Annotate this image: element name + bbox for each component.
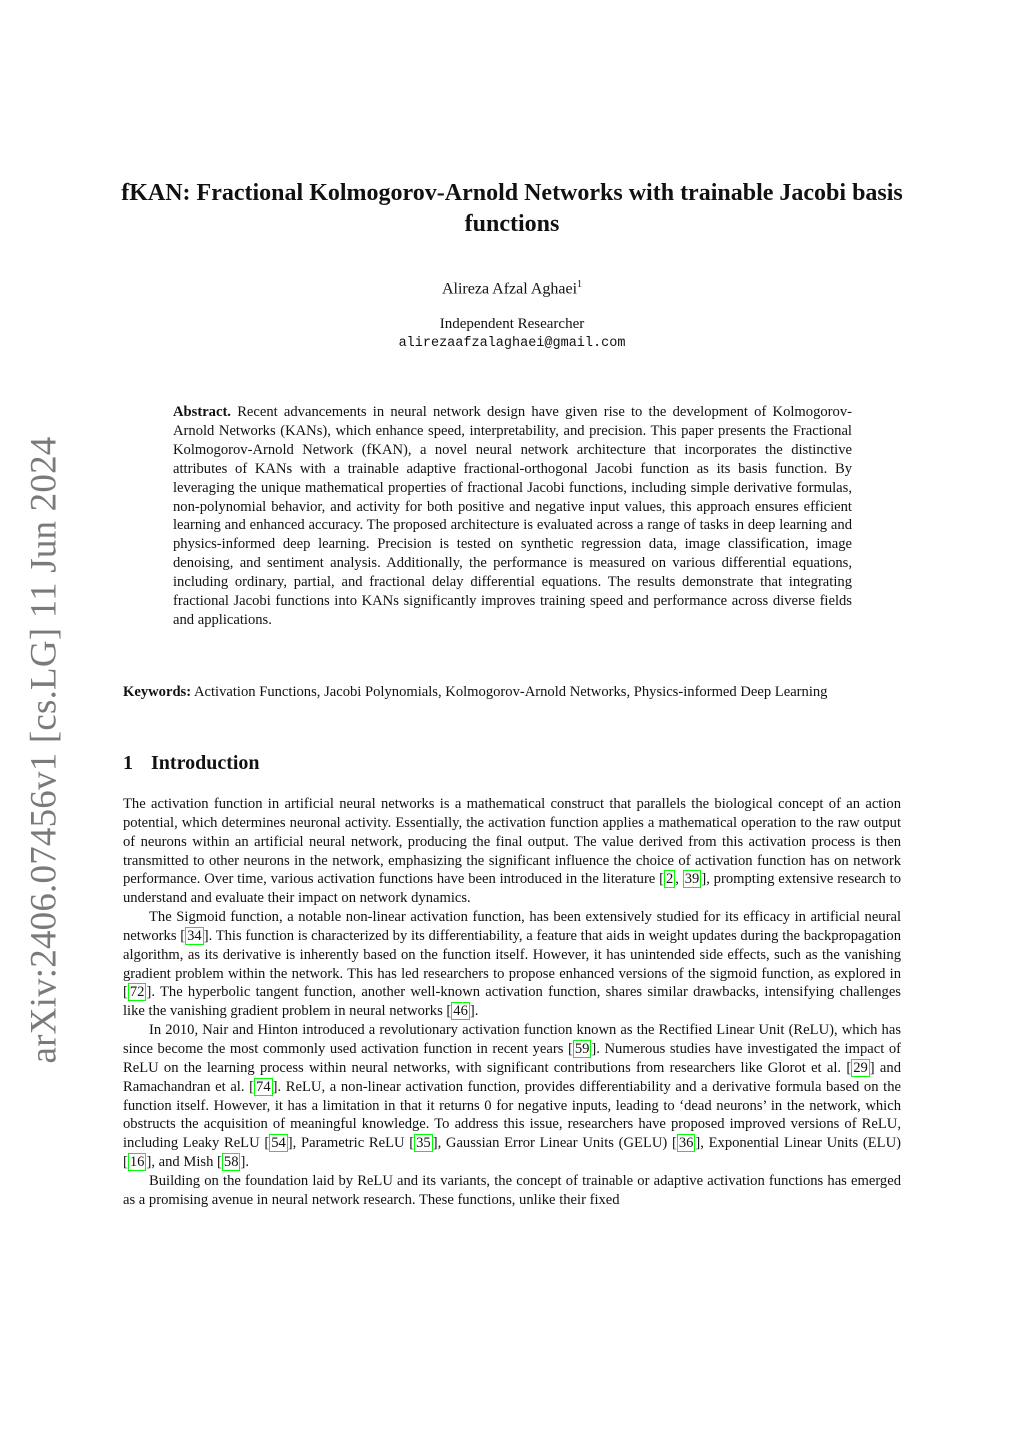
citation-link[interactable]: 16 (129, 1154, 145, 1171)
author-email[interactable]: alirezaafzalaghaei@gmail.com (398, 336, 626, 351)
citation-separator: , (675, 871, 683, 888)
paragraph-text: The Sigmoid function, a notable non-linear activation function, has been extensively studied for its efficacy in artificial neural networks (123, 909, 901, 944)
paragraph-text: . (245, 1154, 250, 1171)
paragraph-1: The activation function in artificial neural networks is a mathematical construct that parallels the biological concept of an action potential, which determines neuronal activity. Essentially, the activation function applies a mathematical operation to the raw output of neurons within an artificial neural network, producing the final output. The value derived from this activation process is then transmitted to other neurons in the network, emphasizing the significant influence the choice of activation function has on network performance. Over time, various activation functions have been introduced in the literature [ 2 , 39 ], prompting extensive research to understand and evaluate their impact on network dynamics. (123, 796, 902, 907)
section-number: 1 (123, 752, 133, 774)
paragraph-text: , and Mish (151, 1154, 218, 1171)
affiliation-mark: 1 (577, 279, 583, 290)
paragraph-text: . Numerous studies have investigated the impact of ReLU on the learning process within neural networks, with significant contributions from researchers like Glorot et al. (123, 1040, 901, 1076)
citation-link[interactable]: 2 (665, 871, 674, 888)
paragraph-text: The activation function in artificial neural networks is a mathematical construct that parallels the biological concept of an action potential, which determines neuronal activity. Essentially, the activation function applies a mathematical operation to the raw output of neurons within an artificial neural network, producing the final output. The value derived from this activation process is then transmitted to other neurons in the network, emphasizing the significant influence the choice of activation function has on network performance. Over time, various activation functions have been introduced in the literature (123, 796, 901, 888)
arxiv-identifier-stamp: arXiv:2406.07456v1 [cs.LG] 11 Jun 2024 (23, 436, 65, 1064)
paper-title: fKAN: Fractional Kolmogorov-Arnold Networks with trainable Jacobi basis functions (121, 180, 903, 237)
citation-link[interactable]: 54 (271, 1135, 286, 1152)
paragraph-text: . ReLU, a non-linear activation function, provides differentiability and a derivative formula based on the function itself. However, it has a limitation in that it returns 0 for negative inputs, leading to ‘dead neurons’ in the network, which obstructs the acquisition of meaningful knowledge. To address this issue, researchers have proposed improved versions of ReLU, including Leaky ReLU (123, 1078, 901, 1152)
paragraph-text: and Ramachandran et al. (123, 1059, 901, 1095)
citation-link[interactable]: 29 (853, 1059, 868, 1076)
keywords-label: Keywords: (123, 684, 192, 700)
citation-link[interactable]: 39 (684, 871, 700, 888)
paragraph-text: . (474, 1003, 479, 1020)
paragraph-text: , Exponential Linear Units (ELU) (700, 1135, 901, 1152)
author-name: Alireza Afzal Aghaei (441, 280, 578, 298)
citation-link[interactable]: 36 (678, 1135, 694, 1152)
paragraph-text: , prompting extensive research to understand and evaluate their impact on network dynamics. (123, 871, 902, 907)
citation-link[interactable]: 74 (256, 1078, 271, 1095)
citation-link[interactable]: 34 (187, 927, 202, 944)
introduction-body (123, 795, 901, 1210)
citation-link[interactable]: 72 (129, 984, 145, 1001)
abstract (173, 403, 852, 630)
paragraph-text: , Gaussian Error Linear Units (GELU) (437, 1135, 672, 1152)
author-affiliation: Independent Researcher (439, 316, 585, 332)
keywords (123, 683, 901, 702)
section-title: Introduction (151, 752, 260, 774)
paragraph-2: The Sigmoid function, a notable non-linear activation function, has been extensively studied for its efficacy in artificial neural networks [ 34 ]. This function is characterized by its differentiability, a feature that aids in weight updates during the backpropagation algorithm, as its derivative is inherently based on the function itself. However, it has unintended side effects, such as the vanishing gradient problem within the network. This has led researchers to propose enhanced versions of the sigmoid function, as explored in [ 72 ]. The hyperbolic tangent function, another well-known activation function, shares similar drawbacks, intensifying challenges like the vanishing gradient problem in neural networks [ 46 ]. (123, 909, 901, 1020)
citation-link[interactable]: 46 (453, 1003, 468, 1020)
paragraph-text: , Parametric ReLU (292, 1135, 410, 1152)
author-line (100, 279, 924, 298)
paragraph-text: In 2010, Nair and Hinton introduced a revolutionary activation function known as the Rectified Linear Unit (ReLU), which has since become the most commonly used activation function in recent years (123, 1022, 901, 1057)
section-heading (123, 752, 260, 775)
keywords-text: Activation Functions, Jacobi Polynomials, Kolmogorov-Arnold Networks, Physics-informed Deep Learning (193, 684, 828, 700)
abstract-label: Abstract. (173, 404, 231, 420)
paragraph-4 (123, 1172, 901, 1210)
paragraph-text: . This function is characterized by its differentiability, a feature that aids in weight updates during the backpropagation algorithm, as its derivative is inherently based on the function itself. However, it has unintended side effects, such as the vanishing gradient problem within the network. This has led researchers to propose enhanced versions of the sigmoid function, as explored in (123, 927, 901, 982)
abstract-text: Recent advancements in neural network design have given rise to the development of Kolmogorov-Arnold Networks (KANs), which enhance speed, interpretability, and precision. This paper presents the Fractional Kolmogorov-Arnold Network (fKAN), a novel neural network architecture that incorporates the distinctive attributes of KANs with a trainable adaptive fractional-orthogonal Jacobi function as its basis function. By leveraging the unique mathematical properties of fractional Jacobi functions, including simple derivative formulas, non-polynomial behavior, and activity for both positive and negative input values, this approach ensures efficient learning and enhanced accuracy. The proposed architecture is evaluated across a range of tasks in deep learning and physics-informed deep learning. Precision is tested on synthetic regression data, image classification, image denoising, and sentiment analysis. Additionally, the performance is measured on various differential equations, including ordinary, partial, and fractional delay differential equations. The results demonstrate that integrating fractional Jacobi functions into KANs significantly improves training speed and performance across diverse fields and applications. (173, 404, 852, 628)
paragraph-text: . The hyperbolic tangent function, another well-known activation function, shares similar drawbacks, intensifying challenges like the vanishing gradient problem in neural networks (123, 984, 901, 1020)
paragraph-text: Building on the foundation laid by ReLU and its variants, the concept of trainable or adaptive activation functions has emerged as a promising avenue in neural network research. These functions, unlike their fixed (123, 1172, 901, 1208)
citation-link[interactable]: 35 (416, 1135, 431, 1152)
citation-link[interactable]: 59 (574, 1040, 590, 1057)
paragraph-3: In 2010, Nair and Hinton introduced a revolutionary activation function known as the Rectified Linear Unit (ReLU), which has since become the most commonly used activation function in recent years [ 59 ]. Numerous studies have investigated the impact of ReLU on the learning process within neural networks, with significant contributions from researchers like Glorot et al. [ 29 ] and Ramachandran et al. [ 74 ]. ReLU, a non-linear activation function, provides differentiability and a derivative formula based on the function itself. However, it has a limitation in that it returns 0 for negative inputs, leading to ‘dead neurons’ in the network, which obstructs the acquisition of meaningful knowledge. To address this issue, researchers have proposed improved versions of ReLU, including Leaky ReLU [ 54 ], Parametric ReLU [ 35 ], Gaussian Error Linear Units (GELU) [ 36 ], Exponential Linear Units (ELU) [ 16 ], and Mish [ 58 ]. (123, 1022, 901, 1171)
citation-link[interactable]: 58 (223, 1154, 239, 1171)
